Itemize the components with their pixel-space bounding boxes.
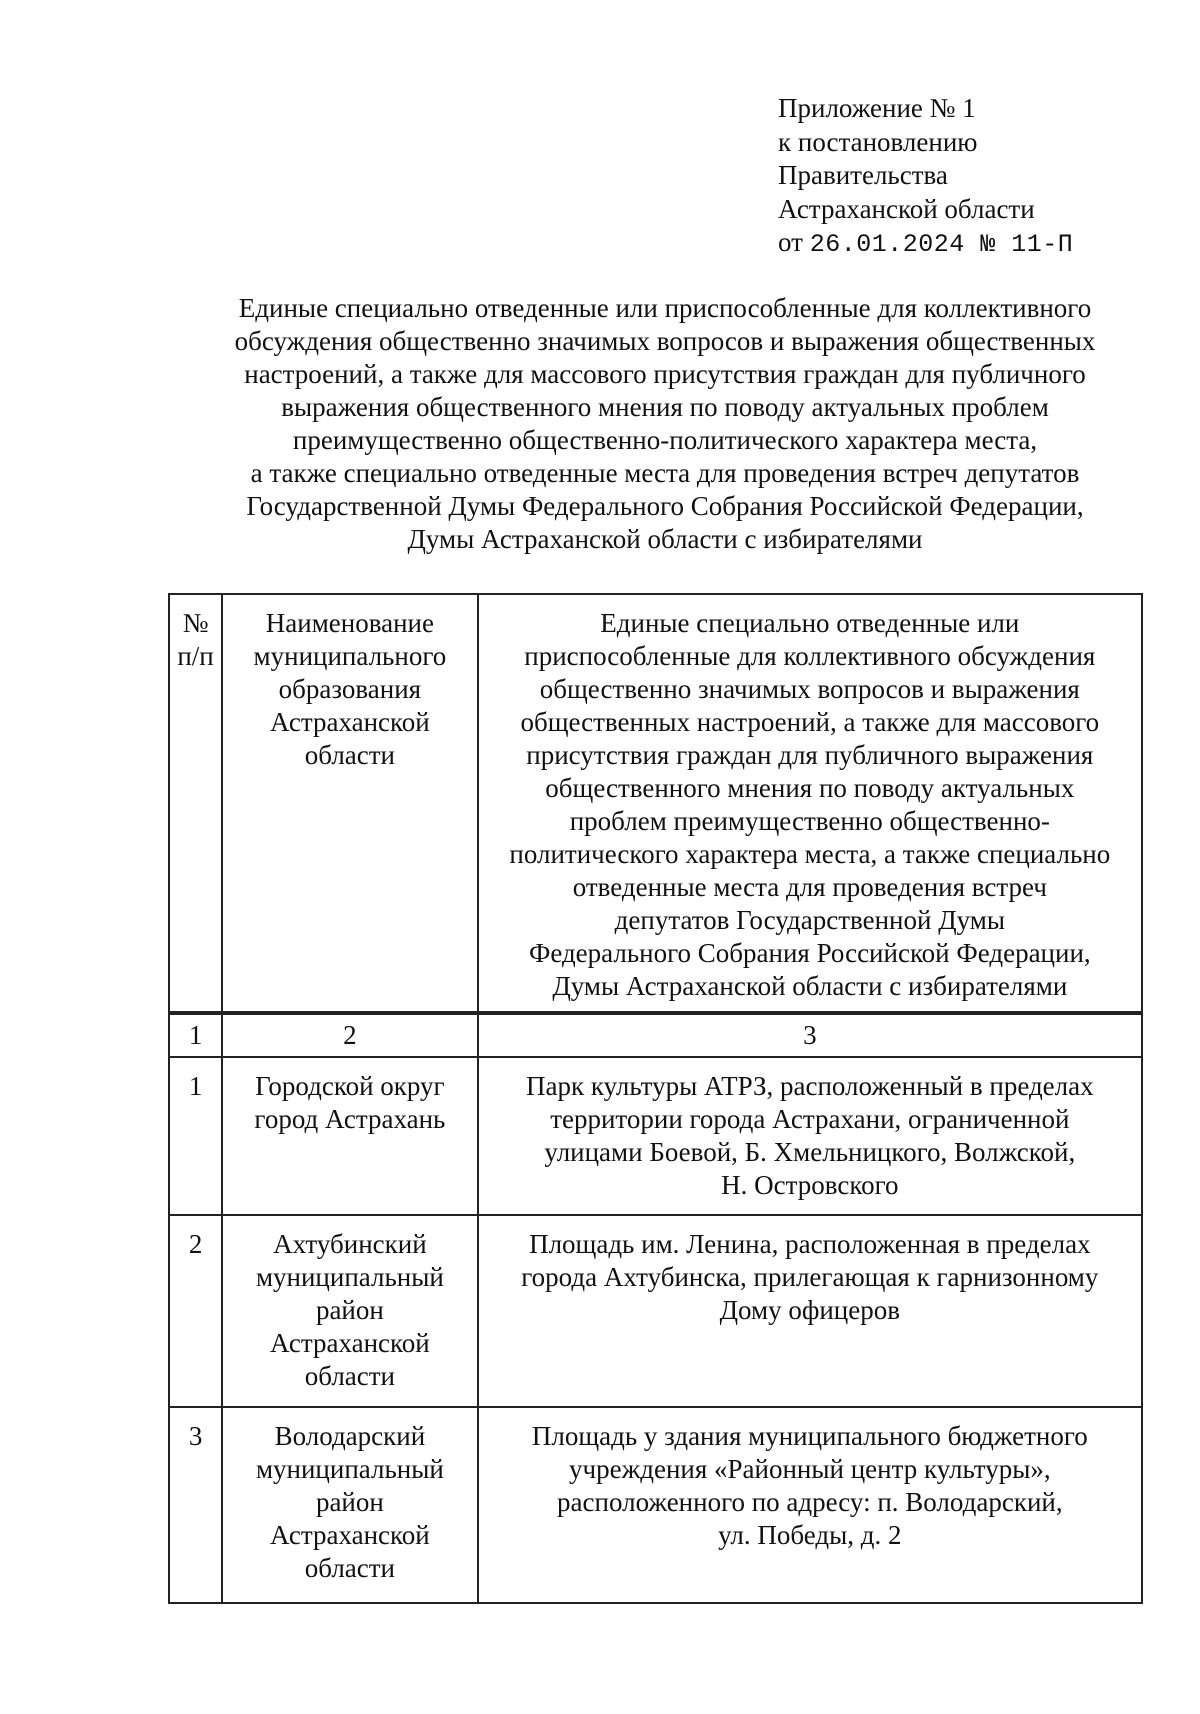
header-text: общественных настроений, а также для массового <box>520 707 1100 737</box>
header-text: образования <box>278 674 422 704</box>
header-text: п/п <box>177 641 214 671</box>
header-text: Думы Астраханской области с избирателями <box>552 971 1068 1001</box>
column-number-row <box>169 1013 1142 1057</box>
row-number-cell: 2 <box>169 1215 222 1407</box>
document-title <box>140 292 1190 556</box>
approval-line-date <box>778 226 1073 262</box>
column-number-cell: 1 <box>169 1013 222 1057</box>
column-number-cell: 3 <box>478 1013 1142 1057</box>
title-line: а также специально отведенные места для проведения встреч депутатов <box>250 458 1080 488</box>
header-text: проблем преимущественно общественно- <box>569 806 1050 836</box>
place-text: Дому офицеров <box>719 1295 900 1325</box>
place-text: расположенного по адресу: п. Володарский, <box>557 1487 1063 1517</box>
place-text: Площадь у здания муниципального бюджетного <box>531 1421 1088 1451</box>
municipality-text: Городской округ <box>255 1071 445 1101</box>
place-text: ул. Победы, д. 2 <box>718 1520 902 1550</box>
place-text: Н. Островского <box>721 1170 899 1200</box>
header-cell-places <box>478 594 1142 1013</box>
place-text: территории города Астрахани, ограниченной <box>550 1104 1070 1134</box>
header-text: Наименование <box>265 608 434 638</box>
header-text: области <box>304 740 396 770</box>
municipality-text: город Астрахань <box>254 1104 446 1134</box>
place-text: Площадь им. Ленина, расположенная в пределах <box>529 1229 1091 1259</box>
municipality-cell <box>222 1407 478 1603</box>
row-number-cell: 3 <box>169 1407 222 1603</box>
header-text: Астраханской <box>270 707 430 737</box>
place-text: Парк культуры АТРЗ, расположенный в пределах <box>526 1071 1094 1101</box>
title-line: преимущественно общественно-политического характера места, <box>292 425 1038 455</box>
municipality-text: Ахтубинский <box>273 1229 427 1259</box>
approval-block <box>778 92 1073 262</box>
municipality-text: район <box>315 1295 384 1325</box>
table-row <box>169 1407 1142 1603</box>
header-text: Федерального Собрания Российской Федерации, <box>528 938 1091 968</box>
municipality-text: Астраханской <box>270 1520 430 1550</box>
header-text: муниципального <box>253 641 447 671</box>
place-cell <box>478 1215 1142 1407</box>
municipality-text: области <box>304 1361 396 1391</box>
approval-line-resolution: к постановлению <box>778 126 978 157</box>
title-line: выражения общественного мнения по поводу актуальных проблем <box>281 392 1049 422</box>
table-row <box>169 1057 1142 1215</box>
row-number-cell: 1 <box>169 1057 222 1215</box>
place-text: учреждения «Районный центр культуры», <box>569 1454 1051 1484</box>
title-line: Единые специально отведенные или приспособленные для коллективного <box>238 293 1092 323</box>
place-text: города Ахтубинска, прилегающая к гарнизонному <box>521 1262 1099 1292</box>
municipality-text: муниципальный <box>255 1454 444 1484</box>
municipality-text: район <box>315 1487 384 1517</box>
header-text: общественно значимых вопросов и выражения <box>539 674 1080 704</box>
header-text: приспособленные для коллективного обсуждения <box>524 641 1096 671</box>
approval-line-region: Астраханской области <box>778 193 1035 224</box>
header-text: отведенные места для проведения встреч <box>572 872 1047 902</box>
header-text: № <box>182 608 209 638</box>
municipality-text: Астраханской <box>270 1328 430 1358</box>
approval-date-number: 26.01.2024 № 11-П <box>809 230 1074 259</box>
places-table <box>168 593 1143 1604</box>
place-cell <box>478 1407 1142 1603</box>
place-cell <box>478 1057 1142 1215</box>
place-text: улицами Боевой, Б. Хмельницкого, Волжской, <box>544 1137 1076 1167</box>
approval-line-appendix: Приложение № 1 <box>778 93 976 123</box>
title-line: Государственной Думы Федерального Собрания Российской Федерации, <box>246 491 1084 521</box>
column-number-cell: 2 <box>222 1013 478 1057</box>
municipality-cell <box>222 1215 478 1407</box>
table-header-row <box>169 594 1142 1013</box>
header-text: депутатов Государственной Думы <box>614 905 1005 935</box>
municipality-cell <box>222 1057 478 1215</box>
title-line: обсуждения общественно значимых вопросов и выражения общественных <box>234 326 1096 356</box>
title-line: Думы Астраханской области с избирателями <box>407 524 923 554</box>
approval-date-prefix: от <box>778 227 803 257</box>
header-text: политического характера места, а также специально <box>509 839 1111 869</box>
table-row <box>169 1215 1142 1407</box>
header-cell-number <box>169 594 222 1013</box>
header-text: общественного мнения по поводу актуальных <box>545 773 1075 803</box>
header-text: Единые специально отведенные или <box>600 608 1020 638</box>
approval-line-government: Правительства <box>778 160 948 190</box>
municipality-text: муниципальный <box>255 1262 444 1292</box>
municipality-text: области <box>304 1553 396 1583</box>
header-cell-municipality <box>222 594 478 1013</box>
header-text: присутствия граждан для публичного выражения <box>526 740 1094 770</box>
municipality-text: Володарский <box>274 1421 426 1451</box>
title-line: настроений, а также для массового присутствия граждан для публичного <box>244 359 1086 389</box>
